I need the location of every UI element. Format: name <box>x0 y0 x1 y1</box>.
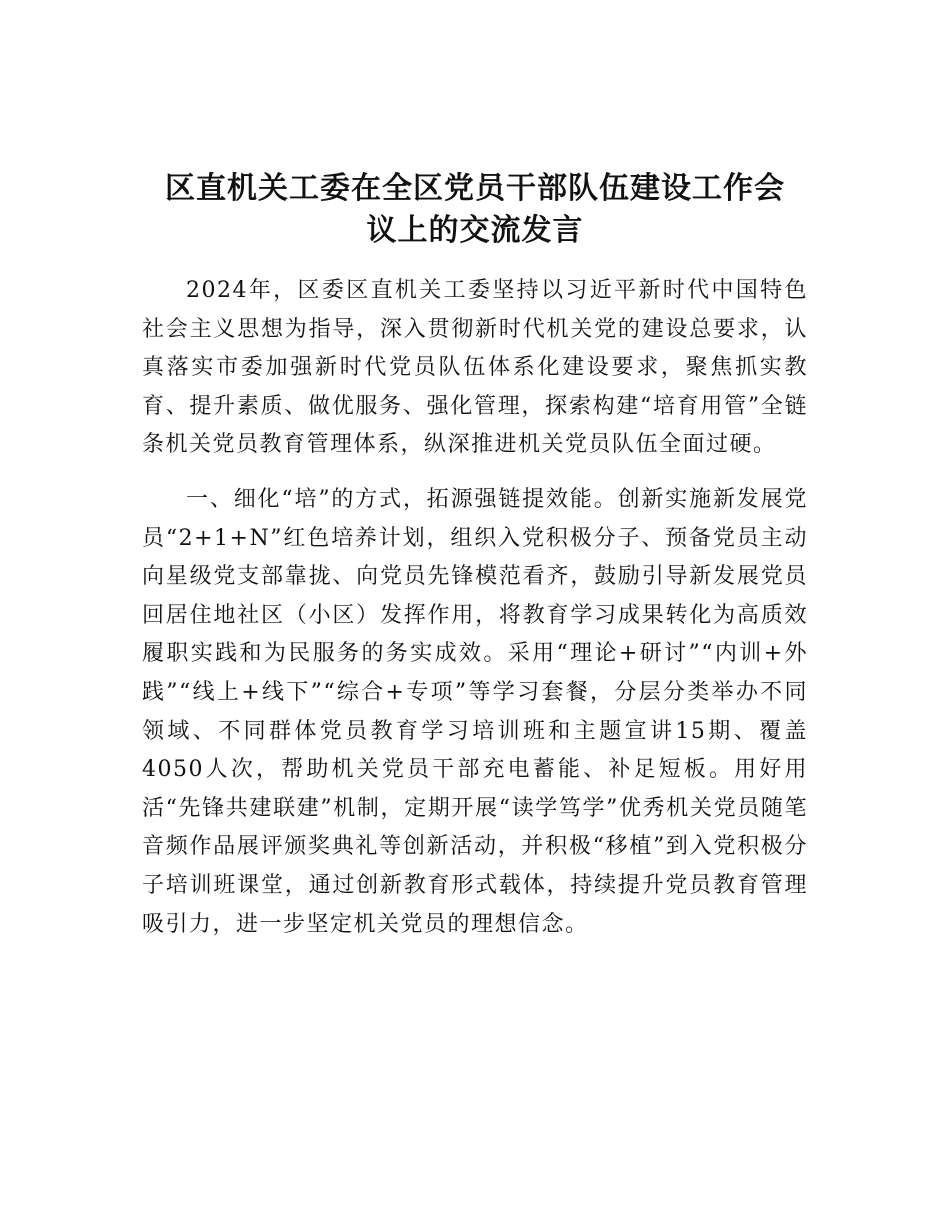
document-title-line-2: 议上的交流发言 <box>366 213 584 248</box>
document-title <box>142 168 808 252</box>
document-title-line-1: 区直机关工委在全区党员干部队伍建设工作会 <box>165 171 785 206</box>
intro-paragraph: 2024年，区委区直机关工委坚持以习近平新时代中国特色社会主义思想为指导，深入贯彻新时代机关党的建设总要求，认真落实市委加强新时代党员队伍体系化建设要求，聚焦抓实教育、提升素质、做优服务、强化管理，探索构建“培育用管”全链条机关党员教育管理体系，纵深推进机关党员队伍全面过硬。 <box>142 278 808 458</box>
section-one-paragraph: 一、细化“培”的方式，拓源强链提效能。创新实施新发展党员“2+1+N”红色培养计划，组织入党积极分子、预备党员主动向星级党支部靠拢、向党员先锋模范看齐，鼓励引导新发展党员回居住地社区（小区）发挥作用，将教育学习成果转化为高质效履职实践和为民服务的务实成效。采用“理论+研讨”“内训+外践”“线上+线下”“综合+专项”等学习套餐，分层分类举办不同领域、不同群体党员教育学习培训班和主题宣讲15期、覆盖4050人次，帮助机关党员干部充电蓄能、补足短板。用好用活“先锋共建联建”机制，定期开展“读学笃学”优秀机关党员随笔音频作品展评颁奖典礼等创新活动，并积极“移植”到入党积极分子培训班课堂，通过创新教育形式载体，持续提升党员教育管理吸引力，进一步坚定机关党员的理想信念。 <box>142 486 808 937</box>
document-page <box>142 168 808 944</box>
